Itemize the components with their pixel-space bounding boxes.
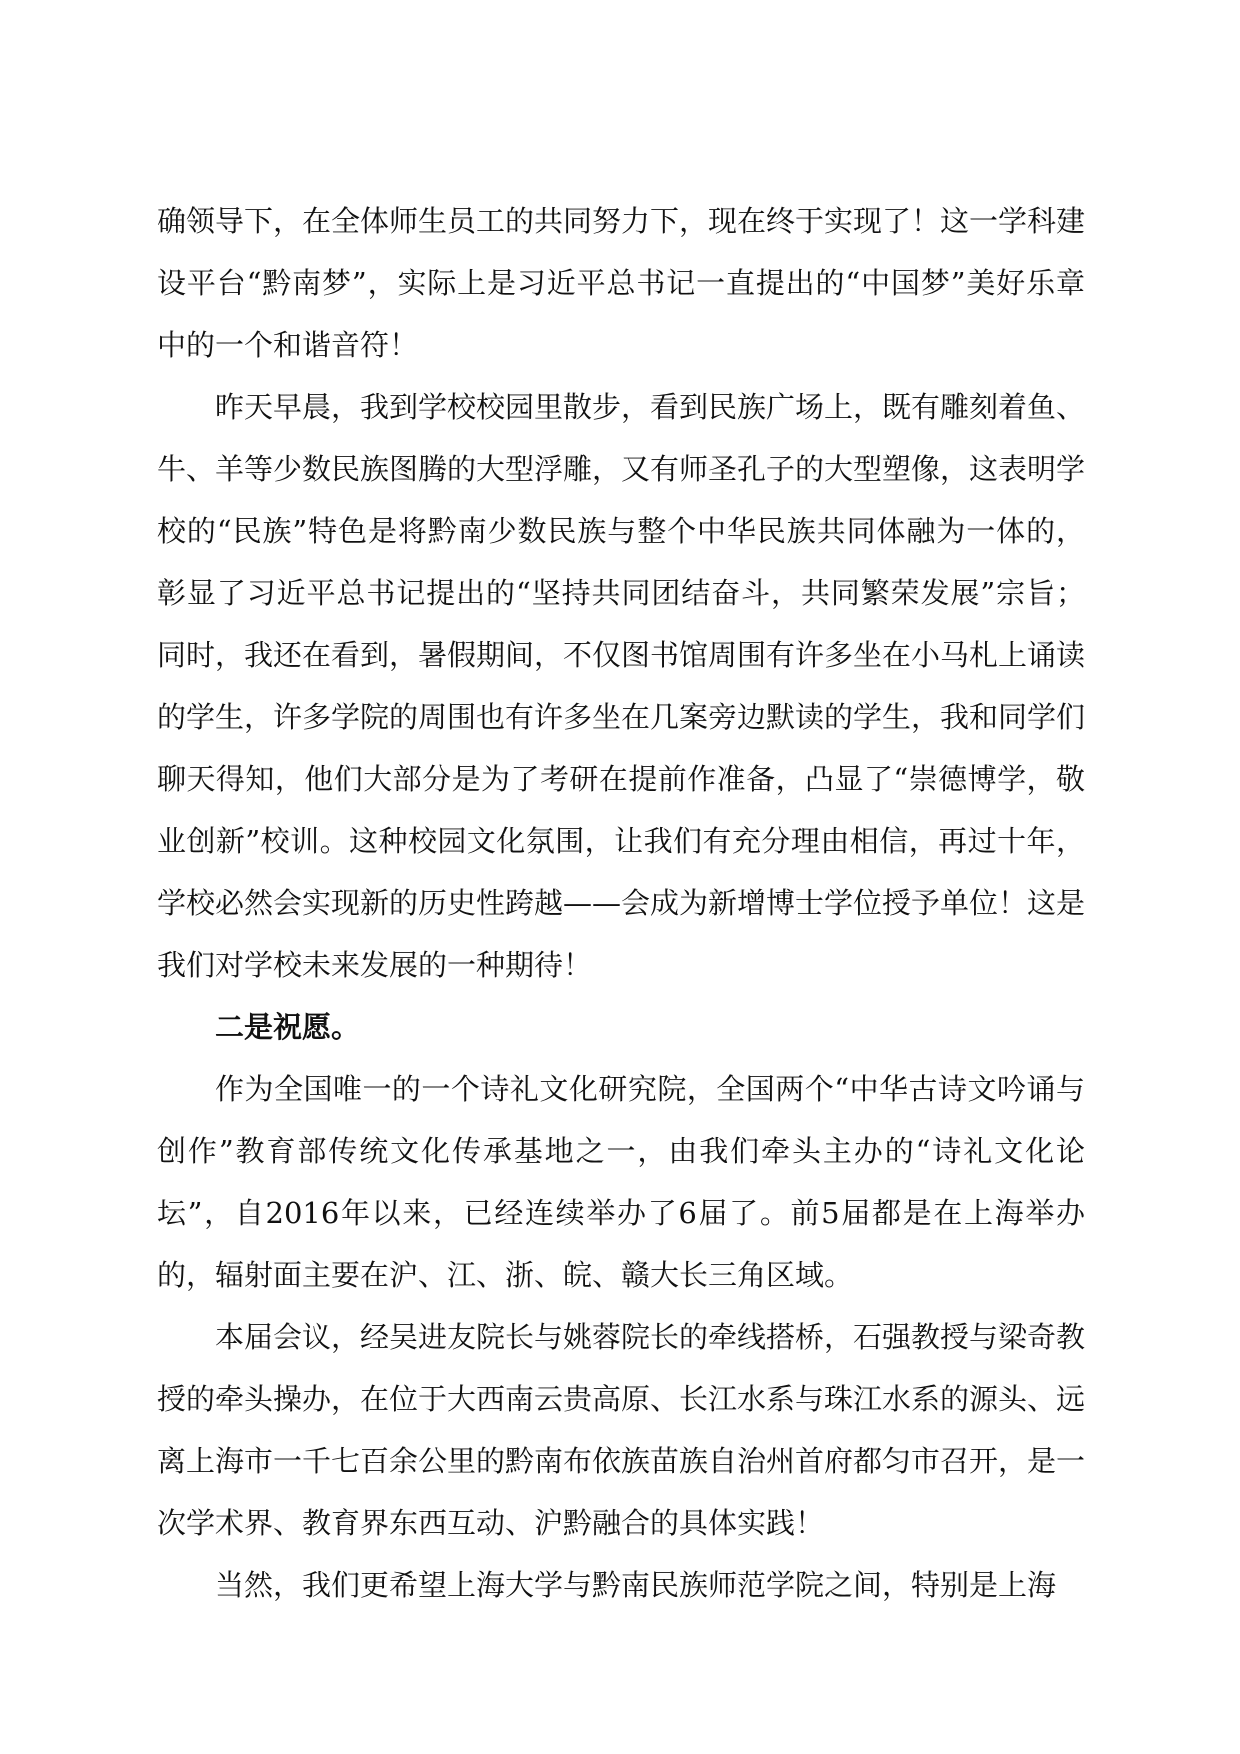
- paragraph-continuation: 确领导下，在全体师生员工的共同努力下，现在终于实现了！这一学科建设平台“黔南梦”，实际上是习近平总书记一直提出的“中国梦”美好乐章中的一个和谐音符！: [157, 204, 1086, 362]
- section-heading-wishes: 二是祝愿。: [215, 1010, 361, 1044]
- paragraph-campus-walk: 昨天早晨，我到学校校园里散步，看到民族广场上，既有雕刻着鱼、牛、羊等少数民族图腾的大型浮雕，又有师圣孔子的大型塑像，这表明学校的“民族”特色是将黔南少数民族与整个中华民族共同体融为一体的，彰显了习近平总书记提出的“坚持共同团结奋斗，共同繁荣发展”宗旨；同时，我还在看到，暑假期间，不仅图书馆周围有许多坐在小马札上诵读的学生，许多学院的周围也有许多坐在几案旁边默读的学生，我和同学们聊天得知，他们大部分是为了考研在提前作准备，凸显了“崇德博学，敬业创新”校训。这种校园文化氛围，让我们有充分理由相信，再过十年，学校必然会实现新的历史性跨越——会成为新增博士学位授予单位！这是我们对学校未来发展的一种期待！: [157, 390, 1086, 982]
- paragraph-forum-history: 作为全国唯一的一个诗礼文化研究院，全国两个“中华古诗文吟诵与创作”教育部传统文化传承基地之一，由我们牵头主办的“诗礼文化论坛”，自2016年以来，已经连续举办了6届了。前5届都是在上海举办的，辐射面主要在沪、江、浙、皖、赣大长三角区域。: [157, 1072, 1085, 1292]
- paragraph-hope: 当然，我们更希望上海大学与黔南民族师范学院之间，特别是上海: [215, 1568, 1057, 1602]
- document-body: [157, 190, 1085, 1616]
- paragraph-conference-venue: 本届会议，经吴进友院长与姚蓉院长的牵线搭桥，石强教授与梁奇教授的牵头操办，在位于大西南云贵高原、长江水系与珠江水系的源头、远离上海市一千七百余公里的黔南布依族苗族自治州首府都匀市召开，是一次学术界、教育界东西互动、沪黔融合的具体实践！: [157, 1320, 1086, 1540]
